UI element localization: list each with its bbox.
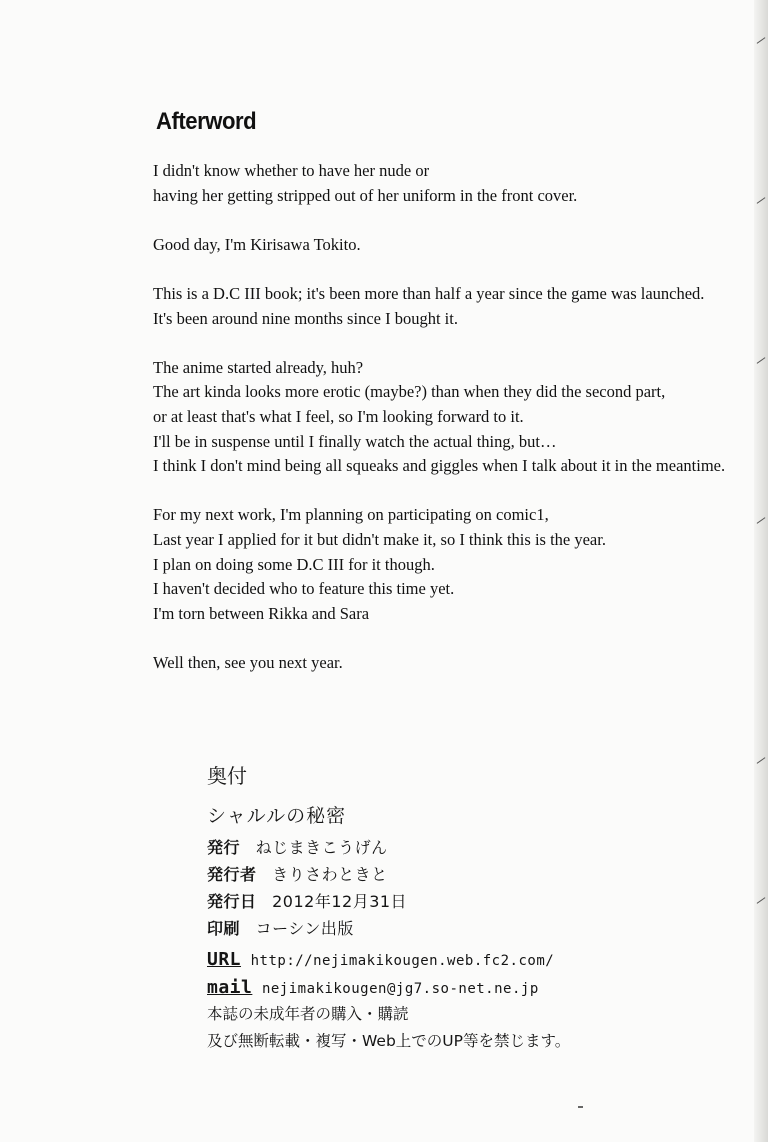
afterword-line: having her getting stripped out of her uniform in the front cover. [153,185,578,205]
mail-value: nejimakikougen@jg7.so-net.ne.jp [261,981,539,997]
url-value: http://nejimakikougen.web.fc2.com/ [250,953,555,969]
afterword-line: This is a D.C III book; it's been more than half a year since the game was launched. [153,283,705,303]
issuer-row [207,861,570,888]
afterword-line: I'll be in suspense until I finally watch the actual thing, but… [153,431,557,451]
notice-line-2: 及び無断転載・複写・Web上でのUP等を禁じます。 [207,1032,571,1050]
afterword-line: Good day, I'm Kirisawa Tokito. [153,234,361,254]
url-label: URL [207,949,242,970]
colophon-title: 奥付 [207,764,247,788]
page-edge-shadow [754,0,768,1142]
paragraph-gap [153,626,753,651]
mail-row [207,974,570,1001]
book-title: シャルルの秘密 [207,805,347,827]
publisher-value: ねじまきこうげん [255,838,388,857]
printer-value: コーシン出版 [255,919,354,938]
afterword-line: I haven't decided who to feature this time yet. [153,579,455,599]
printer-label: 印刷 [207,919,241,938]
issuer-label: 発行者 [207,865,257,884]
url-row [207,946,570,974]
afterword-line: For my next work, I'm planning on participating on comic1, [153,505,549,525]
afterword-line: I plan on doing some D.C III for it though. [153,554,435,574]
paragraph-gap [153,479,753,504]
date-value: 2012年12月31日 [272,892,408,911]
stray-mark [578,1106,583,1108]
afterword-line: Well then, see you next year. [153,652,343,672]
notice-line-1: 本誌の未成年者の購入・購読 [207,1005,409,1023]
mail-label: mail [207,977,253,998]
afterword-heading: Afterword [156,108,257,135]
paragraph-gap [153,257,753,282]
afterword-body [153,159,753,675]
publisher-label: 発行 [207,838,241,857]
printer-row [207,915,570,942]
afterword-line: I think I don't mind being all squeaks and giggles when I talk about it in the meantime. [153,456,726,476]
afterword-line: It's been around nine months since I bought it. [153,308,458,328]
afterword-line: The art kinda looks more erotic (maybe?) than when they did the second part, [153,382,666,402]
paragraph-gap [153,208,753,233]
afterword-line: or at least that's what I feel, so I'm looking forward to it. [153,406,524,426]
date-row [207,888,570,915]
colophon [207,760,570,1055]
paragraph-gap [153,331,753,356]
afterword-line: Last year I applied for it but didn't make it, so I think this is the year. [153,529,606,549]
afterword-line: I didn't know whether to have her nude or [153,161,430,180]
issuer-value: きりさわときと [272,865,388,884]
date-label: 発行日 [207,892,257,911]
publisher-row [207,834,570,861]
afterword-line: I'm torn between Rikka and Sara [153,603,370,623]
afterword-line: The anime started already, huh? [153,357,364,377]
